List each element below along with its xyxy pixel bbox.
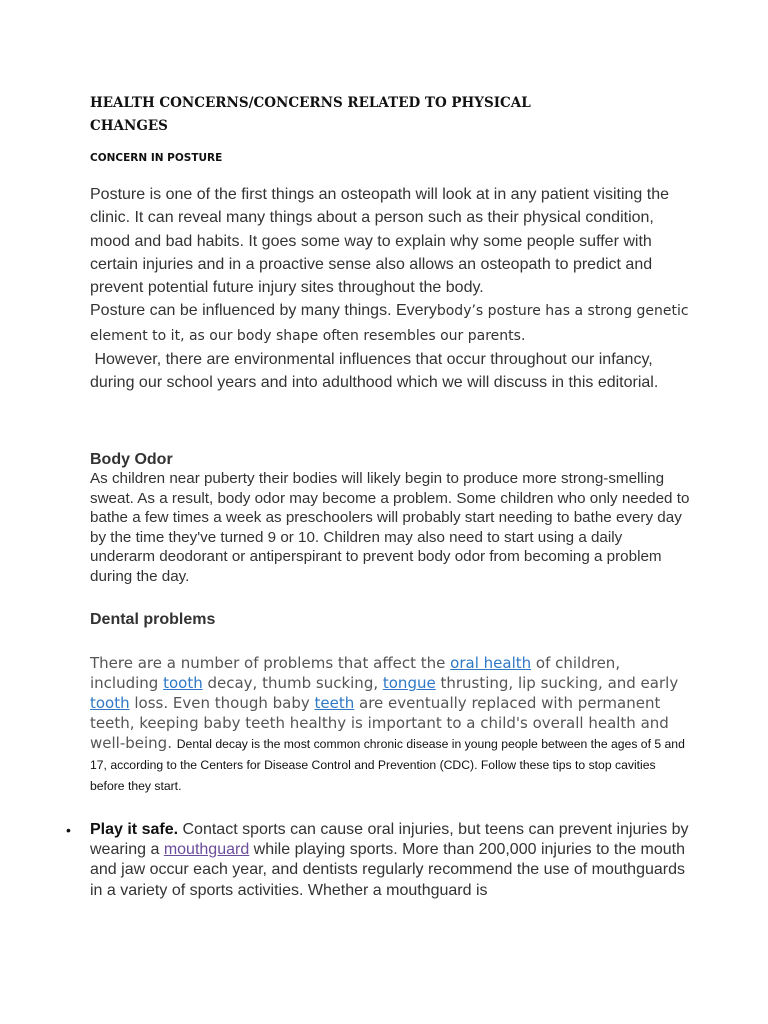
dental-text-4: thrusting, lip sucking, and early [435, 674, 679, 692]
mouthguard-link[interactable]: mouthguard [163, 841, 250, 859]
posture-paragraph-2-start: Posture can be influenced by many things. Every [90, 302, 437, 320]
dental-text-2: of children, including [90, 654, 621, 692]
tip-title: Play it safe. [90, 821, 179, 838]
dental-text-1: There are a number of problems that affect the [90, 654, 451, 672]
dental-paragraph [90, 653, 690, 796]
dental-decay-note: Dental decay is the most common chronic disease in young people between the ages of 5 and 17, according to the Centers for Disease Control and Prevention (CDC). Follow these tips to stop cavities before they start. [90, 737, 685, 793]
bullet-marker: • [66, 822, 71, 838]
tooth-loss-link[interactable]: tooth [90, 694, 130, 712]
posture-paragraph-2-end: body’s posture has a strong genetic element to it, as our body shape often resembles our parents. [90, 303, 689, 344]
title-line-1: HEALTH CONCERNS/CONCERNS RELATED TO PHYSICAL [90, 95, 531, 111]
tip-text-2: while playing sports. More than 200,000 injuries to the mouth and jaw occur each year, and dentists regularly recommend the use of mouthguards in a variety of sports activities. Whether a mouthguard is [90, 841, 686, 899]
tip-text-1: Contact sports can cause oral injuries, but teens can prevent injuries by wearing a [90, 821, 689, 859]
dental-text-3: decay, thumb sucking, [202, 674, 383, 692]
body-odor-paragraph: As children near puberty their bodies will likely begin to produce more strong-smelling sweat. As a result, body odor may become a problem. Some children who only needed to bathe a few times a week as preschoolers will probably start needing to bathe every day by the time they've turned 9 or 10. Children may also need to start using a daily underarm deodorant or antiperspirant to prevent body odor from becoming a problem during the day. [90, 470, 690, 585]
posture-heading: CONCERN IN POSTURE [90, 152, 223, 164]
body-odor-heading: Body Odor [90, 451, 173, 468]
teeth-link[interactable]: teeth [314, 694, 355, 712]
tips-list [66, 820, 690, 901]
oral-health-link[interactable]: oral health [450, 654, 532, 672]
title-line-2: CHANGES [90, 118, 168, 134]
page-title [90, 92, 650, 138]
posture-section [90, 183, 690, 395]
tongue-link[interactable]: tongue [382, 674, 436, 692]
posture-paragraph-3-text: However, there are environmental influences that occur throughout our infancy, during our school years and into adulthood which we will discuss in this editorial. [90, 351, 659, 392]
posture-paragraph-3 [90, 348, 690, 395]
posture-paragraph-1: Posture is one of the first things an osteopath will look at in any patient visiting the clinic. It can reveal many things about a person such as their physical condition, mood and bad habits. It goes some way to explain why some people suffer with certain injuries and in a proactive sense also allows an osteopath to predict and prevent potential future injury sites throughout the body. [90, 186, 669, 297]
tooth-link[interactable]: tooth [163, 674, 203, 692]
list-item [66, 820, 690, 901]
posture-paragraph-2 [90, 299, 690, 348]
dental-problems-heading: Dental problems [90, 611, 216, 628]
dental-text-6: are eventually replaced with permanent teeth, keeping baby teeth healthy is important to a child's overall health and well-being. [90, 694, 669, 752]
dental-text-5: loss. Even though baby [129, 694, 315, 712]
